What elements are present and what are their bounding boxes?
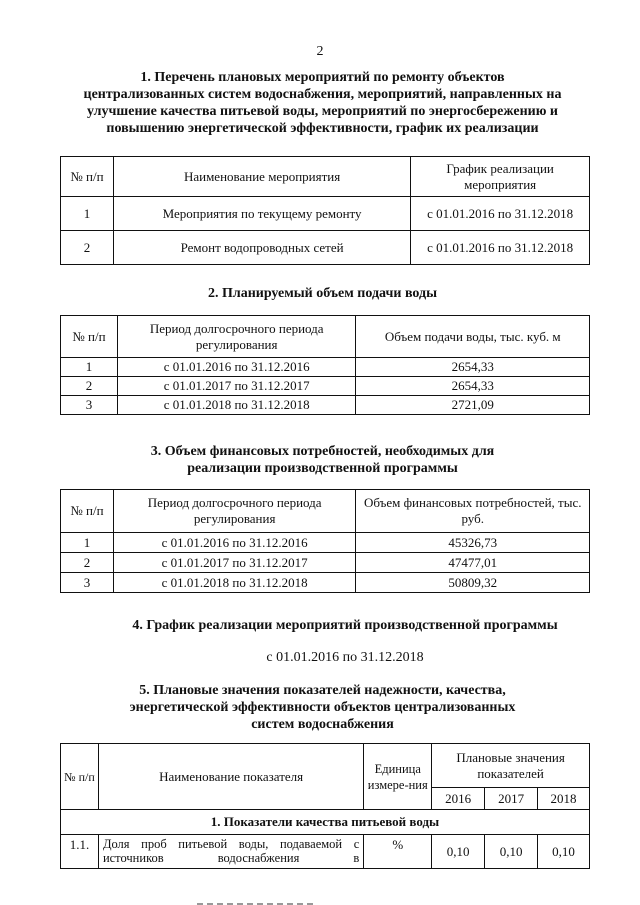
col-header-name: Наименование показателя [98,744,363,810]
cell-finance: 45326,73 [356,533,590,553]
section2-title: 2. Планируемый объем подачи воды [207,286,438,301]
col-header-finance: Объем финансовых потребностей, тыс. руб. [356,490,590,533]
col-header-num: № п/п [61,490,114,533]
cell-volume: 2654,33 [356,358,590,377]
col-header-year: 2017 [485,788,538,810]
cell-num: 3 [61,573,114,593]
table-row [61,533,590,553]
cell-name [98,835,363,869]
table-header-row [61,490,590,533]
cell-num: 3 [61,396,118,415]
table-row [61,231,590,265]
group-heading: 1. Показатели качества питьевой воды [61,810,590,835]
section1-title-line: повышению энергетической эффективности, график их реализации [106,121,539,136]
section3-table [60,489,590,593]
table-row [61,377,590,396]
col-header-num: № п/п [61,744,99,810]
table-row [61,358,590,377]
table-row [61,197,590,231]
col-header-volume: Объем подачи воды, тыс. куб. м [356,316,590,358]
table-header-row [61,744,590,788]
cell-num: 2 [61,377,118,396]
cell-num: 1 [61,358,118,377]
cell-value: 0,10 [538,835,590,869]
cell-name-line: источников водоснабжения в [102,851,360,865]
section1-title [60,69,585,137]
section4-period: с 01.01.2016 по 31.12.2018 [266,650,424,665]
section1-table [60,156,590,265]
cell-period: с 01.01.2016 по 31.12.2016 [117,358,356,377]
col-header-period: Период долгосрочного периода регулирования [113,490,356,533]
section4-title: 4. График реализации мероприятий производственной программы [132,618,558,633]
table-row [61,396,590,415]
cell-period: с 01.01.2017 по 31.12.2017 [117,377,356,396]
col-header-schedule: График реализации мероприятия [411,157,590,197]
table-header-row [61,316,590,358]
cell-name: Мероприятия по текущему ремонту [113,197,410,231]
table-group-row [61,810,590,835]
section5-title [60,682,585,733]
col-header-planned: Плановые значения показателей [432,744,590,788]
cell-period: с 01.01.2018 по 31.12.2018 [117,396,356,415]
cell-num: 2 [61,231,114,265]
table-row [61,835,590,869]
cell-num: 1 [61,197,114,231]
cell-value: 0,10 [432,835,485,869]
section3-title [60,443,585,477]
section2-table [60,315,590,415]
cell-num: 1 [61,533,114,553]
cell-unit: % [364,835,432,869]
section3-title-line: реализации производственной программы [187,461,458,476]
cell-period: с 01.01.2018 по 31.12.2018 [113,573,356,593]
section5-title-line: систем водоснабжения [251,717,394,732]
table-header-row [61,157,590,197]
page-number: 2 [316,44,324,59]
section3-title-line: 3. Объем финансовых потребностей, необходимых для [150,444,495,459]
section1-title-line: централизованных систем водоснабжения, мероприятий, направленных на [83,87,562,102]
section1-title-line: 1. Перечень плановых мероприятий по ремонту объектов [140,70,505,85]
cell-period: с 01.01.2016 по 31.12.2016 [113,533,356,553]
section5-title-line: энергетической эффективности объектов централизованных [129,700,516,715]
section5-title-line: 5. Плановые значения показателей надежности, качества, [139,683,506,698]
col-header-num: № п/п [61,316,118,358]
table-row [61,553,590,573]
scan-artifact [195,896,375,905]
col-header-period: Период долгосрочного периода регулирования [117,316,356,358]
col-header-unit: Единица измере-ния [364,744,432,810]
cell-name-line: Доля проб питьевой воды, подаваемой с [102,837,360,851]
cell-finance: 50809,32 [356,573,590,593]
section5-table [60,743,590,869]
cell-volume: 2654,33 [356,377,590,396]
col-header-year: 2016 [432,788,485,810]
cell-num: 2 [61,553,114,573]
cell-schedule: с 01.01.2016 по 31.12.2018 [411,197,590,231]
cell-num: 1.1. [61,835,99,869]
cell-volume: 2721,09 [356,396,590,415]
cell-finance: 47477,01 [356,553,590,573]
cell-value: 0,10 [485,835,538,869]
cell-name: Ремонт водопроводных сетей [113,231,410,265]
section1-title-line: улучшение качества питьевой воды, мероприятий по энергосбережению и [87,104,558,119]
table-row [61,573,590,593]
col-header-year: 2018 [538,788,590,810]
cell-schedule: с 01.01.2016 по 31.12.2018 [411,231,590,265]
col-header-num: № п/п [61,157,114,197]
col-header-name: Наименование мероприятия [113,157,410,197]
cell-period: с 01.01.2017 по 31.12.2017 [113,553,356,573]
